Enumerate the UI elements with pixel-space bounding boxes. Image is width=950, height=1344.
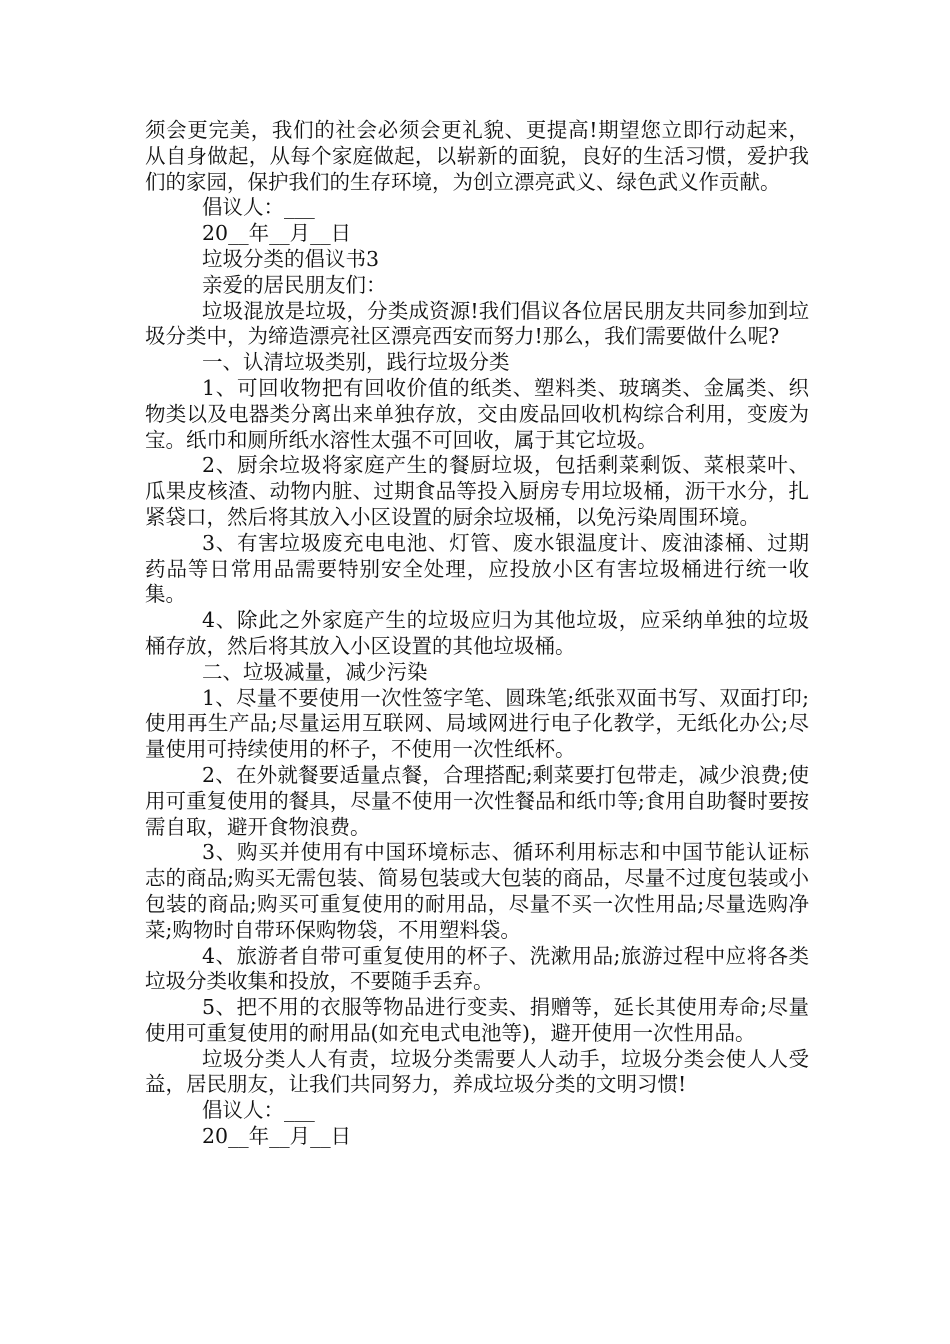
signature-line-final: 倡议人：___ — [202, 1098, 315, 1123]
date-line-final: 20__年__月__日 — [202, 1124, 352, 1149]
item-hazardous-waste: 3、有害垃圾废充电电池、灯管、废水银温度计、废油漆桶、过期药品等日常用品需要特别安全处理，应投放小区有害垃圾桶进行统一收集。 — [145, 530, 809, 607]
document-body — [145, 118, 809, 1150]
heading-two: 二、垃圾减量，减少污染 — [202, 659, 428, 684]
item-shopping-reduction: 3、购买并使用有中国环境标志、循环利用标志和中国节能认证标志的商品;购买无需包装、简易包装或大包装的商品，尽量不过度包装或小包装的商品;购买可重复使用的耐用品，尽量不买一次性用品;尽量选购净菜;购物时自带环保购物袋，不用塑料袋。 — [145, 840, 809, 942]
item-dining-reduction: 2、在外就餐要适量点餐，合理搭配;剩菜要打包带走，减少浪费;使用可重复使用的餐具，尽量不使用一次性餐品和纸巾等;食用自助餐时要按需自取，避开食物浪费。 — [145, 762, 809, 839]
item-office-reduction: 1、尽量不要使用一次性签字笔、圆珠笔;纸张双面书写、双面打印;使用再生产品;尽量运用互联网、局域网进行电子化教学，无纸化办公;尽量使用可持续使用的杯子，不使用一次性纸杯。 — [145, 685, 809, 762]
salutation: 亲爱的居民朋友们： — [202, 272, 387, 297]
item-recyclables: 1、可回收物把有回收价值的纸类、塑料类、玻璃类、金属类、织物类以及电器类分离出来单独存放，交由废品回收机构综合利用，变废为宝。纸巾和厕所纸水溶性太强不可回收，属于其它垃圾。 — [145, 375, 809, 452]
heading-one: 一、认清垃圾类别，践行垃圾分类 — [202, 350, 510, 375]
item-reuse: 5、把不用的衣服等物品进行变卖、捐赠等，延长其使用寿命;尽量使用可重复使用的耐用品(如充电式电池等)，避开使用一次性用品。 — [145, 995, 809, 1045]
paragraph-conclusion: 垃圾分类人人有责，垃圾分类需要人人动手，垃圾分类会使人人受益，居民朋友，让我们共同努力，养成垃圾分类的文明习惯! — [145, 1046, 809, 1097]
signature-line: 倡议人：___ — [202, 195, 315, 220]
item-travel-reduction: 4、旅游者自带可重复使用的杯子、洗漱用品;旅游过程中应将各类垃圾分类收集和投放，不要随手丢弃。 — [145, 943, 809, 994]
paragraph-closing-appeal: 须会更完美，我们的社会必须会更礼貌、更提高!期望您立即行动起来，从自身做起，从每个家庭做起，以崭新的面貌，良好的生活习惯，爱护我们的家园，保护我们的生存环境，为创立漂亮武义、绿色武义作贡献。 — [145, 118, 809, 194]
date-line: 20__年__月__日 — [202, 221, 352, 246]
paragraph-intro: 垃圾混放是垃圾，分类成资源!我们倡议各位居民朋友共同参加到垃圾分类中，为缔造漂亮社区漂亮西安而努力!那么，我们需要做什么呢? — [145, 298, 809, 349]
section-title: 垃圾分类的倡议书3 — [202, 246, 380, 271]
item-kitchen-waste: 2、厨余垃圾将家庭产生的餐厨垃圾，包括剩菜剩饭、菜根菜叶、瓜果皮核渣、动物内脏、过期食品等投入厨房专用垃圾桶，沥干水分，扎紧袋口，然后将其放入小区设置的厨余垃圾桶，以免污染周围环境。 — [145, 453, 809, 529]
item-other-waste: 4、除此之外家庭产生的垃圾应归为其他垃圾，应采纳单独的垃圾桶存放，然后将其放入小区设置的其他垃圾桶。 — [145, 608, 809, 658]
